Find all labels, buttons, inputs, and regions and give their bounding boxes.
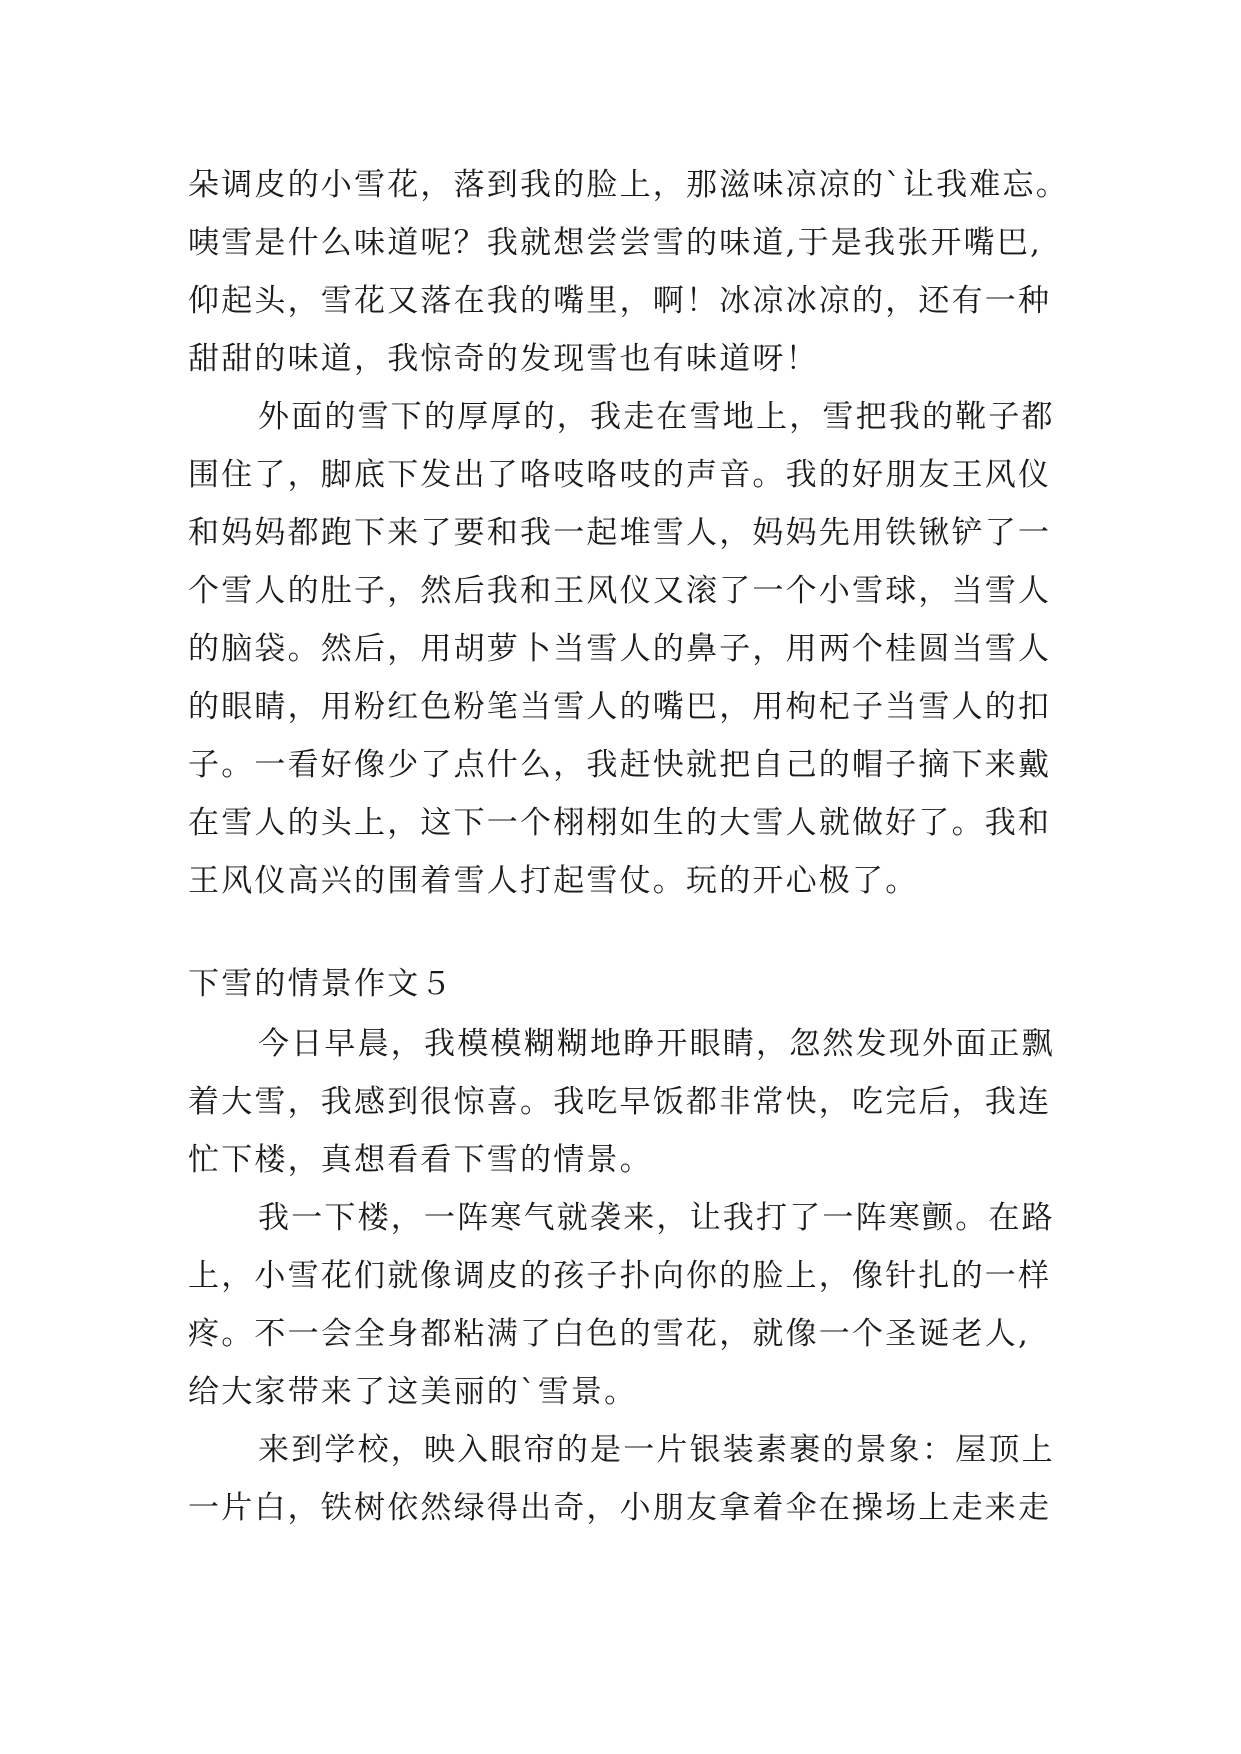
text-line: 和妈妈都跑下来了要和我一起堆雪人，妈妈先用铁锹铲了一 [188,515,1052,551]
text-line: 上，小雪花们就像调皮的孩子扑向你的脸上，像针扎的一样 [188,1258,1052,1294]
text-line: 王风仪高兴的围着雪人打起雪仗。玩的开心极了。 [188,863,919,899]
text-line: 子。一看好像少了点什么，我赶快就把自己的帽子摘下来戴 [188,747,1052,783]
paragraph-first-line: 外面的雪下的厚厚的，我走在雪地上，雪把我的靴子都 [258,399,1055,435]
text-line: 一片白，铁树依然绿得出奇，小朋友拿着伞在操场上走来走 [188,1490,1052,1526]
section-heading: 下雪的情景作文５ [188,966,454,1002]
paragraph-first-line: 来到学校，映入眼帘的是一片银装素裹的景象：屋顶上 [258,1432,1055,1468]
text-line: 在雪人的头上，这下一个栩栩如生的大雪人就做好了。我和 [188,805,1052,841]
text-line: 围住了，脚底下发出了咯吱咯吱的声音。我的好朋友王风仪 [188,457,1052,493]
text-line: 着大雪，我感到很惊喜。我吃早饭都非常快，吃完后，我连 [188,1084,1052,1120]
text-line: 忙下楼，真想看看下雪的情景。 [188,1142,653,1178]
text-line: 给大家带来了这美丽的`雪景。 [188,1374,638,1410]
text-line: 个雪人的肚子，然后我和王风仪又滚了一个小雪球，当雪人 [188,573,1052,609]
text-line: 的脑袋。然后，用胡萝卜当雪人的鼻子，用两个桂圆当雪人 [188,631,1052,667]
text-line: 仰起头，雪花又落在我的嘴里，啊！冰凉冰凉的，还有一种 [188,283,1052,319]
paragraph-first-line: 我一下楼，一阵寒气就袭来，让我打了一阵寒颤。在路 [258,1200,1055,1236]
paragraph-first-line: 今日早晨，我模模糊糊地睁开眼睛，忽然发现外面正飘 [258,1026,1055,1062]
text-line: 的眼睛，用粉红色粉笔当雪人的嘴巴，用枸杞子当雪人的扣 [188,689,1052,725]
text-line: 甜甜的味道，我惊奇的发现雪也有味道呀！ [188,341,819,377]
text-line: 朵调皮的小雪花，落到我的脸上，那滋味凉凉的`让我难忘。 [188,167,1069,203]
text-line: 咦雪是什么味道呢？我就想尝尝雪的味道,于是我张开嘴巴, [188,225,1043,261]
text-line: 疼。不一会全身都粘满了白色的雪花，就像一个圣诞老人, [188,1316,1031,1352]
